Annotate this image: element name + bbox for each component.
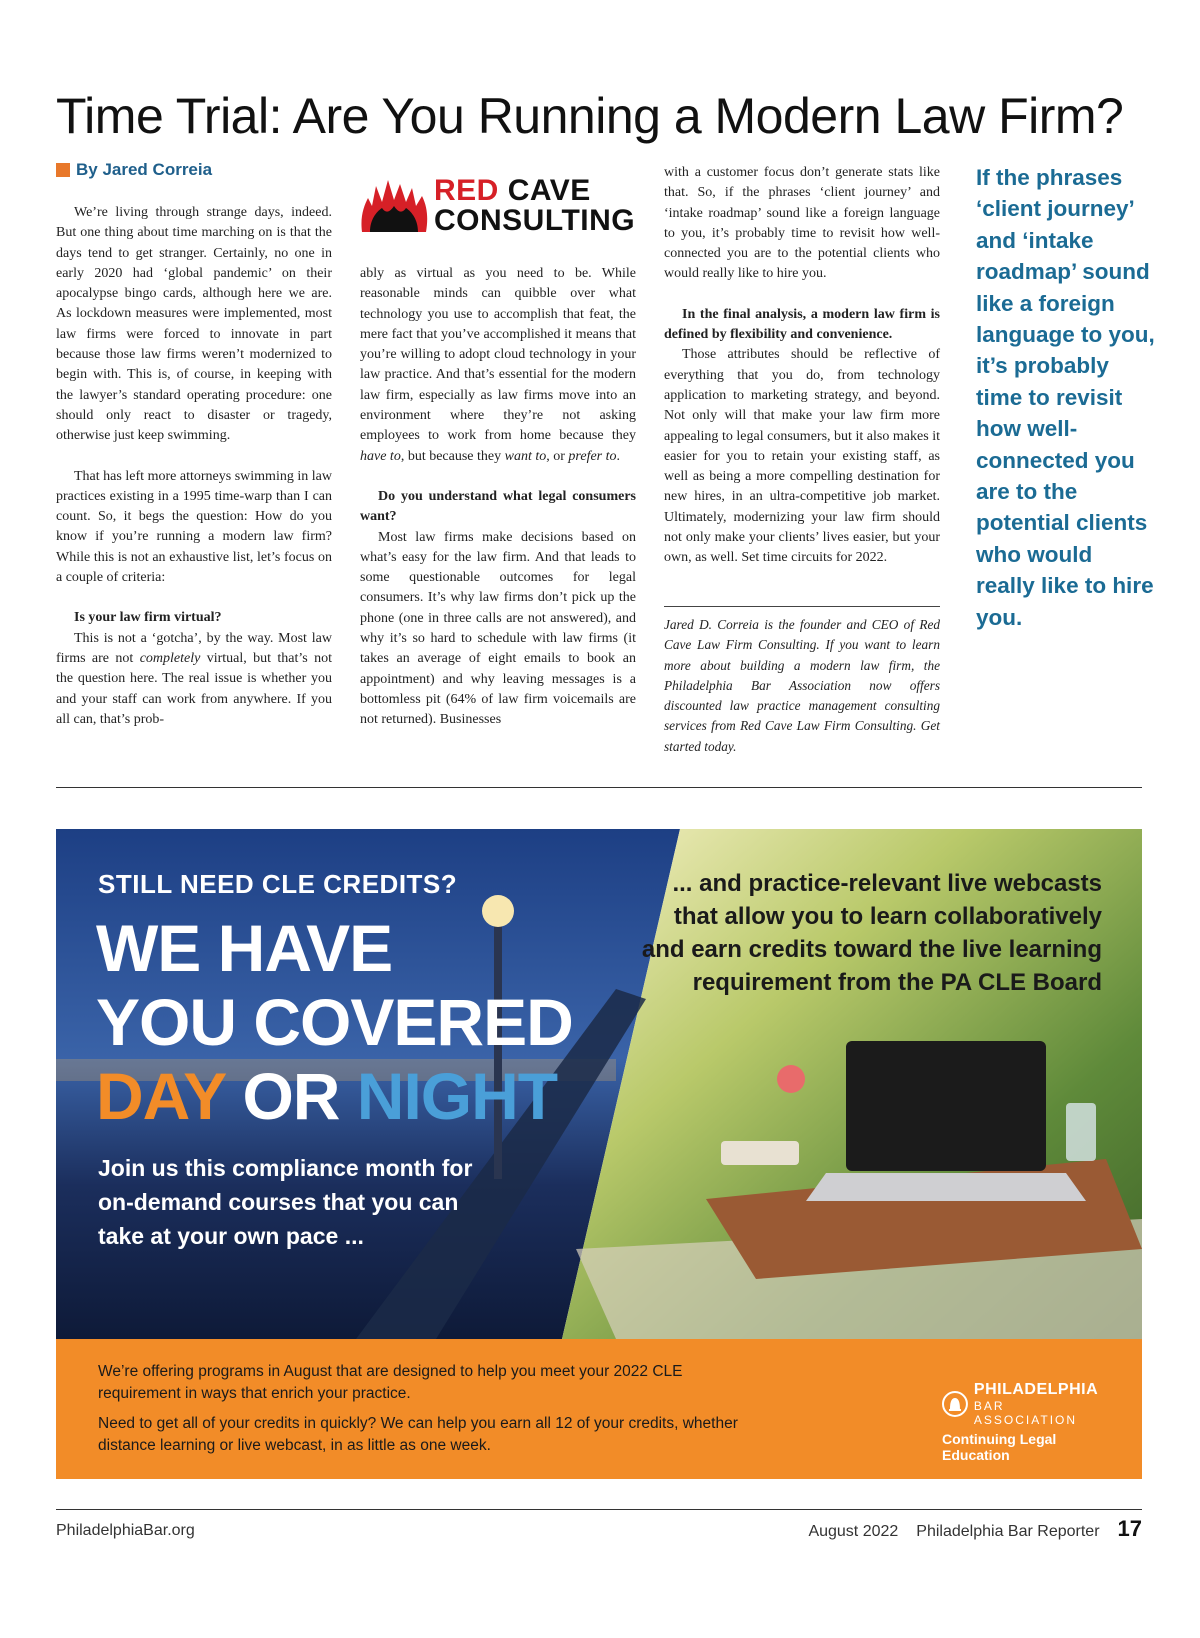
paragraph: ably as virtual as you need to be. While reasonable minds can quibble over what technology you use to accomplish that feat, the mere fact that you’ve accomplished it means that you’re willing to adopt cloud technology in your law practice. And that’s essential for the modern law firm, especially as law firms move into an environment where they’re not asking employees to work from home because they have to, but because they want to, or prefer to. — [360, 266, 636, 464]
footer-site[interactable]: PhiladelphiaBar.org — [56, 1522, 195, 1539]
page-number: 17 — [1117, 1516, 1142, 1541]
footer-divider — [56, 1509, 1142, 1510]
logo-wordmark: RED CAVE CONSULTING — [434, 174, 636, 237]
section-divider — [56, 787, 1142, 788]
ad-kicker: STILL NEED CLE CREDITS? — [98, 869, 458, 899]
page-footer — [56, 1516, 1142, 1546]
ad-info-band — [56, 1339, 1142, 1479]
ad-headline-line-3: DAY OR NIGHT — [96, 1059, 558, 1133]
subheading-legal-consumers: Do you understand what legal consumers want? — [360, 488, 636, 525]
red-cave-consulting-logo — [358, 174, 636, 244]
ad-headline-line-1: WE HAVE — [96, 911, 393, 985]
article-column-1 — [56, 203, 332, 730]
footer-publication: Philadelphia Bar Reporter — [916, 1523, 1100, 1540]
ad-on-demand-text: Join us this compliance month for on-demand courses that you can take at your own pace ... — [98, 1155, 473, 1249]
footer-issue-info — [808, 1516, 1142, 1542]
cle-advertisement[interactable] — [56, 829, 1142, 1479]
ad-headline-line-2: YOU COVERED — [96, 985, 573, 1059]
red-cave-flame-icon — [358, 176, 430, 234]
paragraph: This is not a ‘gotcha’, by the way. Most law firms are not completely virtual, but that’s not the question here. The real issue is whether you and your staff can work from anywhere. If you all can, that’s prob- — [56, 630, 333, 727]
liberty-bell-icon — [942, 1391, 968, 1417]
article-column-3 — [664, 163, 940, 569]
article-column-2 — [360, 264, 636, 731]
ad-info-copy: We’re offering programs in August that are designed to help you meet your 2022 CLE requirement in ways that enrich your practice. Need to get all of your credits in quickly? We can help you earn all 12 of your credits, whether distance learning or live webcast, in as little as one week. — [98, 1363, 738, 1454]
subheading-final-analysis: In the final analysis, a modern law firm is defined by flexibility and convenience. — [664, 306, 940, 343]
subheading-virtual: Is your law firm virtual? — [74, 610, 222, 626]
article-title: Time Trial: Are You Running a Modern Law Firm? — [56, 88, 1124, 144]
byline — [56, 158, 212, 182]
paragraph: with a customer focus don’t generate stats like that. So, if the phrases ‘client journey’ and ‘intake roadmap’ sound like a foreign language to you, it’s probably time to revisit how well-connected you are to the potential clients who would really like to hire you. — [664, 165, 940, 282]
paragraph: Those attributes should be reflective of everything that you do, from technology application to marketing strategy, and beyond. Not only will that make your law firm more appealing to legal consumers, but it also makes it easier for you to retain your existing staff, as well as being a more compelling destination for new hires, in an ultra-competitive job market. Ultimately, modernizing your law firm should not only make your clients’ lives easier, but your own, as well. Set time circuits for 2022. — [664, 347, 940, 566]
author-bio: Jared D. Correia is the founder and CEO of Red Cave Law Firm Consulting. If you want to learn more about building a modern law firm, the Philadelphia Bar Association now offers discounted law practice management consulting services from Red Cave Law Firm Consulting. Get started today. — [664, 606, 940, 757]
paragraph: That has left more attorneys swimming in law practices existing in a 1995 time-warp than I can count. So, it begs the question: How do you know if you’re running a modern law firm? While this is not an exhaustive list, let’s focus on a couple of criteria: — [56, 468, 332, 586]
byline-text: By Jared Correia — [76, 160, 213, 179]
footer-issue-date: August 2022 — [808, 1523, 899, 1540]
byline-square-icon — [56, 163, 70, 177]
pull-quote: If the phrases ‘client journey’ and ‘intake roadmap’ sound like a foreign language to you, it’s probably time to revisit how well-connected you are to the potential clients who would really like to hire you. — [976, 165, 1155, 630]
paragraph: We’re living through strange days, indeed. But one thing about time marching on is that the days tend to get stranger. Certainly, no one in early 2020 had ‘global pandemic’ on their apocalypse bingo cards, although here we are. As lockdown measures were implemented, most law firms were forced to innovate in part because those law firms weren’t modernized to begin with. This is, of course, in keeping with the lawyer’s standard operating procedure: one should only react to disaster or tragedy, otherwise just keep swimming. — [56, 205, 332, 444]
paragraph: Most law firms make decisions based on what’s easy for the law firm. And that leads to some questionable outcomes for legal consumers. It’s why law firms don’t pick up the phone (one in three calls are not answered), and why it’s so hard to schedule with law firms (it takes an average of eight emails to book an appointment) and why leaving messages is a bottomless pit (64% of law firm voicemails are not returned). Businesses — [360, 529, 636, 728]
ad-webcast-text: ... and practice-relevant live webcasts that allow you to learn collaboratively and earn credits toward the live learning requirement from the PA CLE Board — [641, 870, 1102, 996]
pba-cle-logo: PHILADELPHIA BAR ASSOCIATION Continuing Legal Education — [942, 1381, 1099, 1463]
